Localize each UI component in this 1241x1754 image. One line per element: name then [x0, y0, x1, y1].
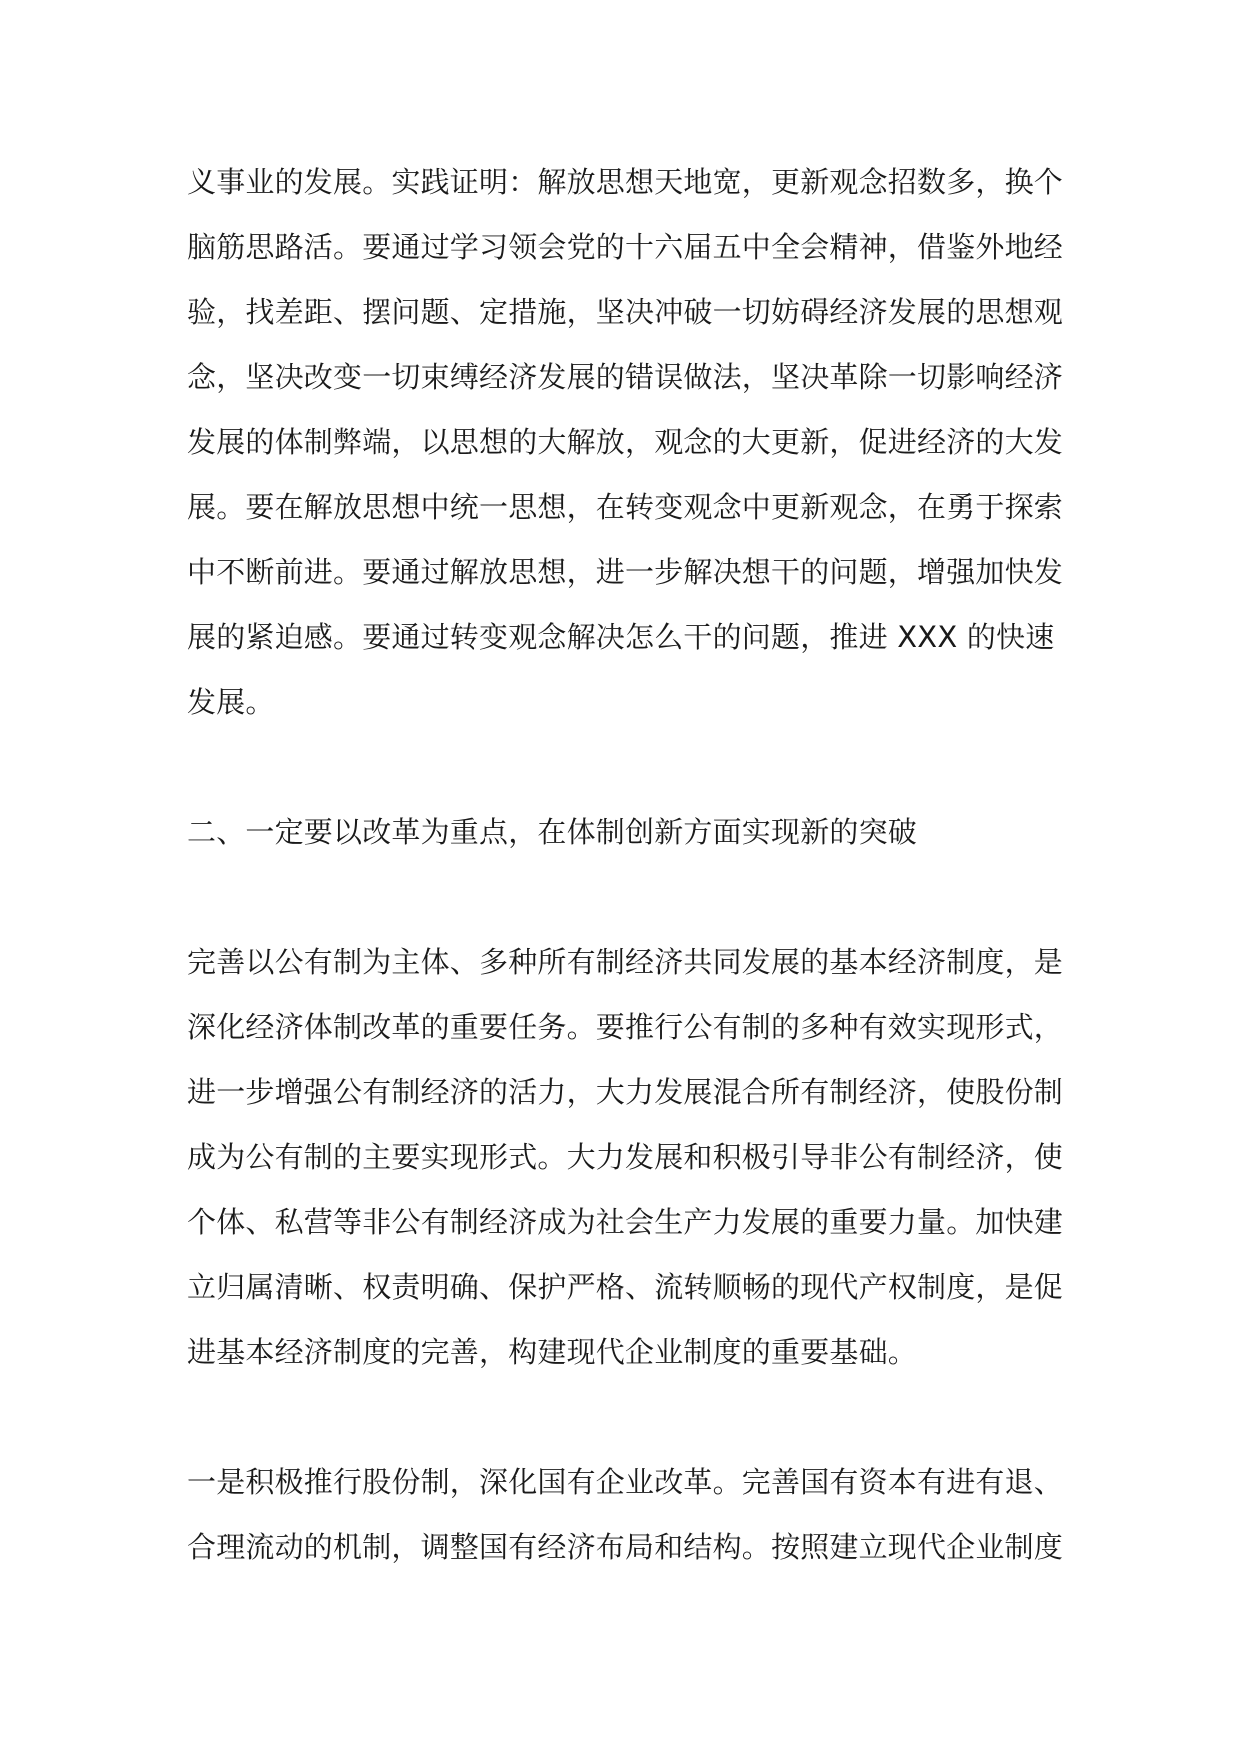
text-line: 完善以公有制为主体、多种所有制经济共同发展的基本经济制度，是	[187, 945, 1064, 979]
text-line: 发展的体制弊端，以思想的大解放，观念的大更新，促进经济的大发	[187, 425, 1064, 459]
text-line: 念，坚决改变一切束缚经济发展的错误做法，坚决革除一切影响经济	[187, 360, 1064, 394]
text-line: 一是积极推行股份制，深化国有企业改革。完善国有资本有进有退、	[187, 1465, 1064, 1499]
text-line: 立归属清晰、权责明确、保护严格、流转顺畅的现代产权制度，是促	[187, 1270, 1064, 1304]
paragraph-spacer	[187, 865, 1067, 930]
text-line: 成为公有制的主要实现形式。大力发展和积极引导非公有制经济，使	[187, 1140, 1064, 1174]
paragraph-basic-economic-system	[187, 930, 1067, 1385]
text-line: 个体、私营等非公有制经济成为社会生产力发展的重要力量。加快建	[187, 1205, 1064, 1239]
text-line: 深化经济体制改革的重要任务。要推行公有制的多种有效实现形式，	[187, 1010, 1064, 1044]
text-line: 中不断前进。要通过解放思想，进一步解决想干的问题，增强加快发	[187, 555, 1064, 589]
section-heading	[187, 800, 1067, 865]
text-line: 展的紧迫感。要通过转变观念解决怎么干的问题，推进 XXX 的快速	[187, 620, 1055, 654]
text-line: 展。要在解放思想中统一思想，在转变观念中更新观念，在勇于探索	[187, 490, 1064, 524]
text-line: 义事业的发展。实践证明：解放思想天地宽，更新观念招数多，换个	[187, 165, 1064, 199]
paragraph-ideological-liberation	[187, 150, 1067, 735]
text-line: 发展。	[187, 685, 275, 719]
text-line: 脑筋思路活。要通过学习领会党的十六届五中全会精神，借鉴外地经	[187, 230, 1064, 264]
text-line: 合理流动的机制，调整国有经济布局和结构。按照建立现代企业制度	[187, 1530, 1064, 1564]
paragraph-shareholding-reform	[187, 1450, 1067, 1580]
text-line: 验，找差距、摆问题、定措施，坚决冲破一切妨碍经济发展的思想观	[187, 295, 1064, 329]
paragraph-spacer	[187, 1385, 1067, 1450]
document-body	[187, 150, 1067, 1580]
text-line: 进一步增强公有制经济的活力，大力发展混合所有制经济，使股份制	[187, 1075, 1064, 1109]
heading-line: 二、一定要以改革为重点，在体制创新方面实现新的突破	[187, 815, 918, 849]
text-line: 进基本经济制度的完善，构建现代企业制度的重要基础。	[187, 1335, 918, 1369]
paragraph-spacer	[187, 735, 1067, 800]
